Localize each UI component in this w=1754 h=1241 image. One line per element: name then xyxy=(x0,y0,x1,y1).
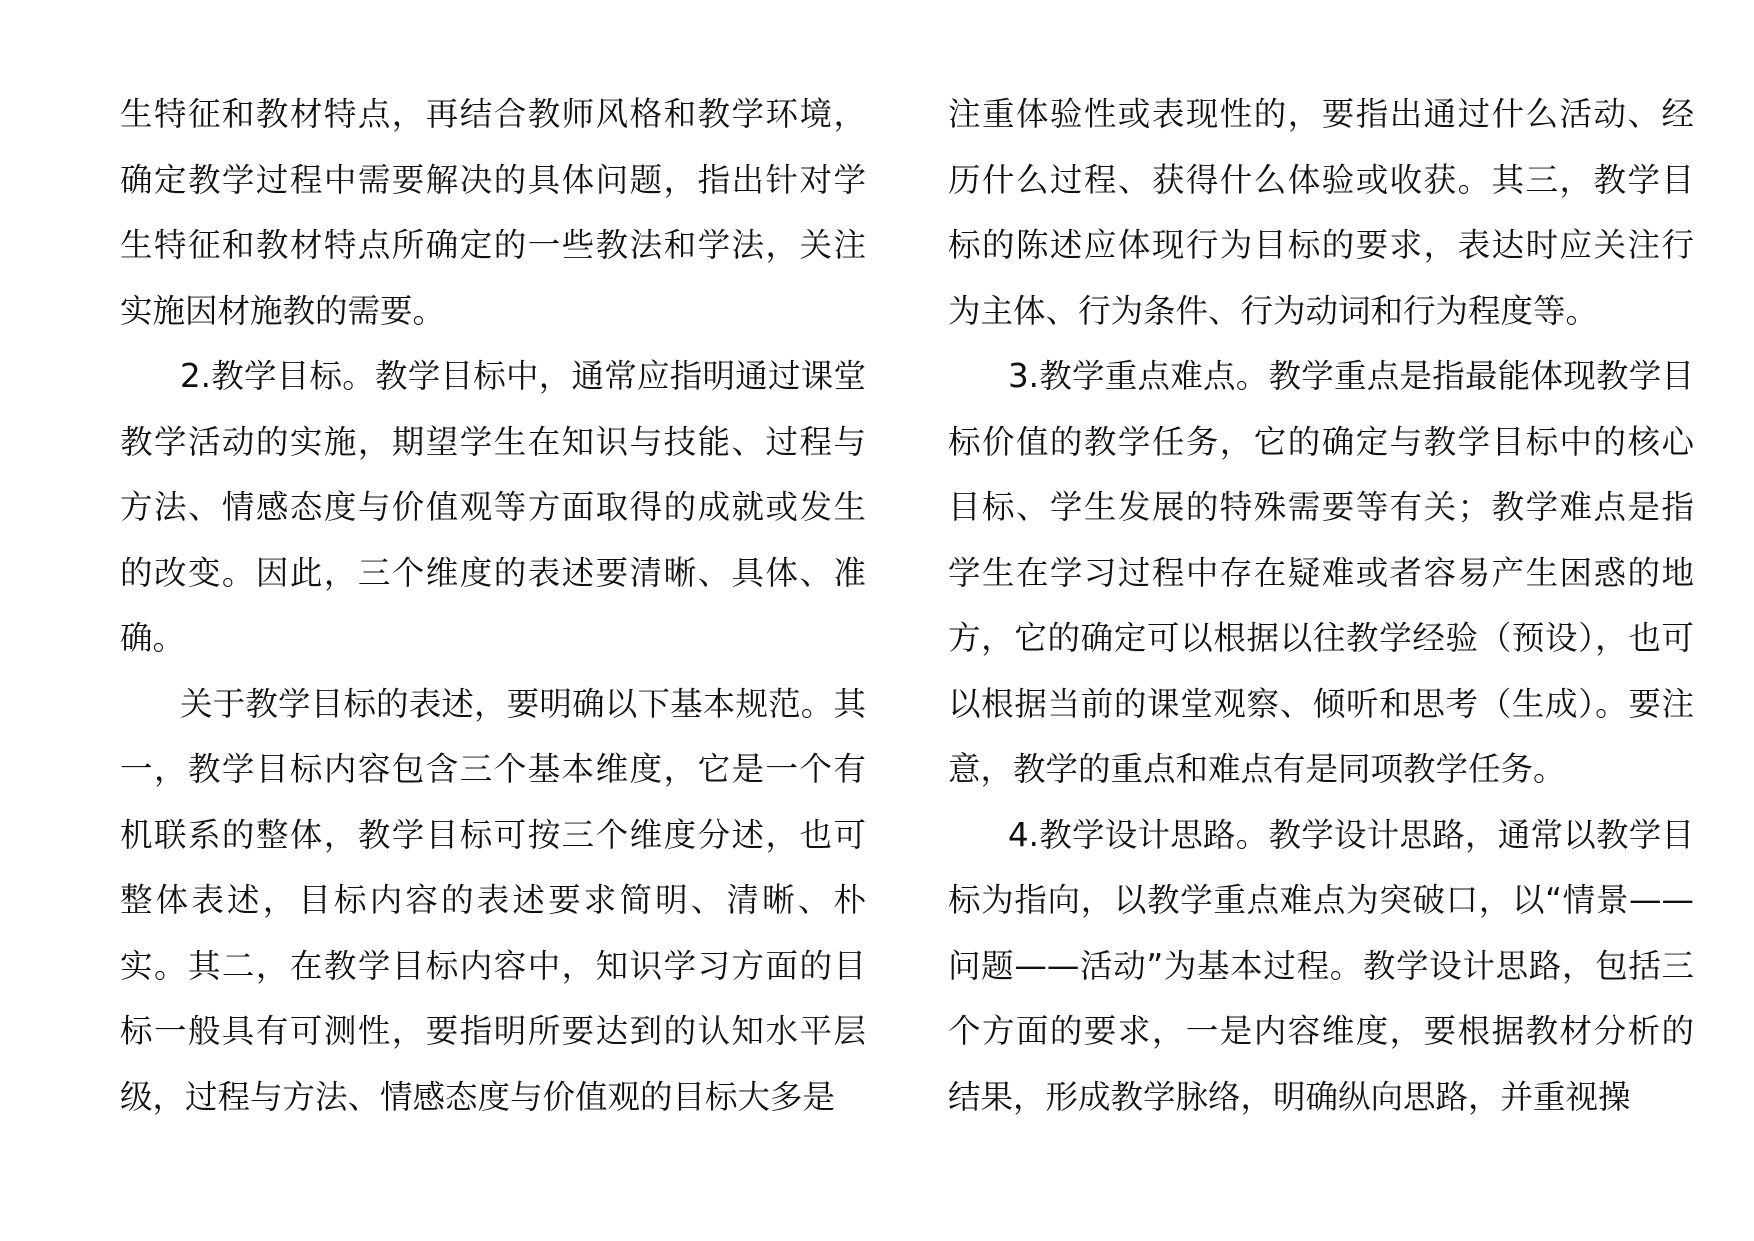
left-column xyxy=(120,82,866,1130)
paragraph-objective-norms-continued: 注重体验性或表现性的，要指出通过什么活动、经历什么过程、获得什么体验或收获。其三，教学目标的陈述应体现行为目标的要求，表达时应关注行为主体、行为条件、行为动词和行为程度等。 xyxy=(948,95,1694,330)
paragraph-key-difficult-points: 3.教学重点难点。教学重点是指最能体现教学目标价值的教学任务，它的确定与教学目标中的核心目标、学生发展的特殊需要等有关；教学难点是指学生在学习过程中存在疑难或者容易产生困惑的地方，它的确定可以根据以往教学经验（预设），也可以根据当前的课堂观察、倾听和思考（生成）。要注意，教学的重点和难点有是同项教学任务。 xyxy=(948,357,1694,788)
paragraph-design-approach: 4.教学设计思路。教学设计思路，通常以教学目标为指向，以教学重点难点为突破口，以“情景——问题——活动”为基本过程。教学设计思路，包括三个方面的要求，一是内容维度，要根据教材分析的结果，形成教学脉络，明确纵向思路，并重视操 xyxy=(948,815,1694,1116)
paragraph-teaching-objectives: 2.教学目标。教学目标中，通常应指明通过课堂教学活动的实施，期望学生在知识与技能、过程与方法、情感态度与价值观等方面取得的成就或发生的改变。因此，三个维度的表述要清晰、具体、准确。 xyxy=(120,357,866,657)
paragraph-objective-norms: 关于教学目标的表述，要明确以下基本规范。其一，教学目标内容包含三个基本维度，它是一个有机联系的整体，教学目标可按三个维度分述，也可整体表述，目标内容的表述要求简明、清晰、朴实。其二，在教学目标内容中，知识学习方面的目标一般具有可测性，要指明所要达到的认知水平层级，过程与方法、情感态度与价值观的目标大多是 xyxy=(120,684,866,1116)
right-column xyxy=(948,82,1694,1130)
paragraph-student-features: 生特征和教材特点，再结合教师风格和教学环境，确定教学过程中需要解决的具体问题，指出针对学生特征和教材特点所确定的一些教法和学法，关注实施因材施教的需要。 xyxy=(120,95,866,330)
